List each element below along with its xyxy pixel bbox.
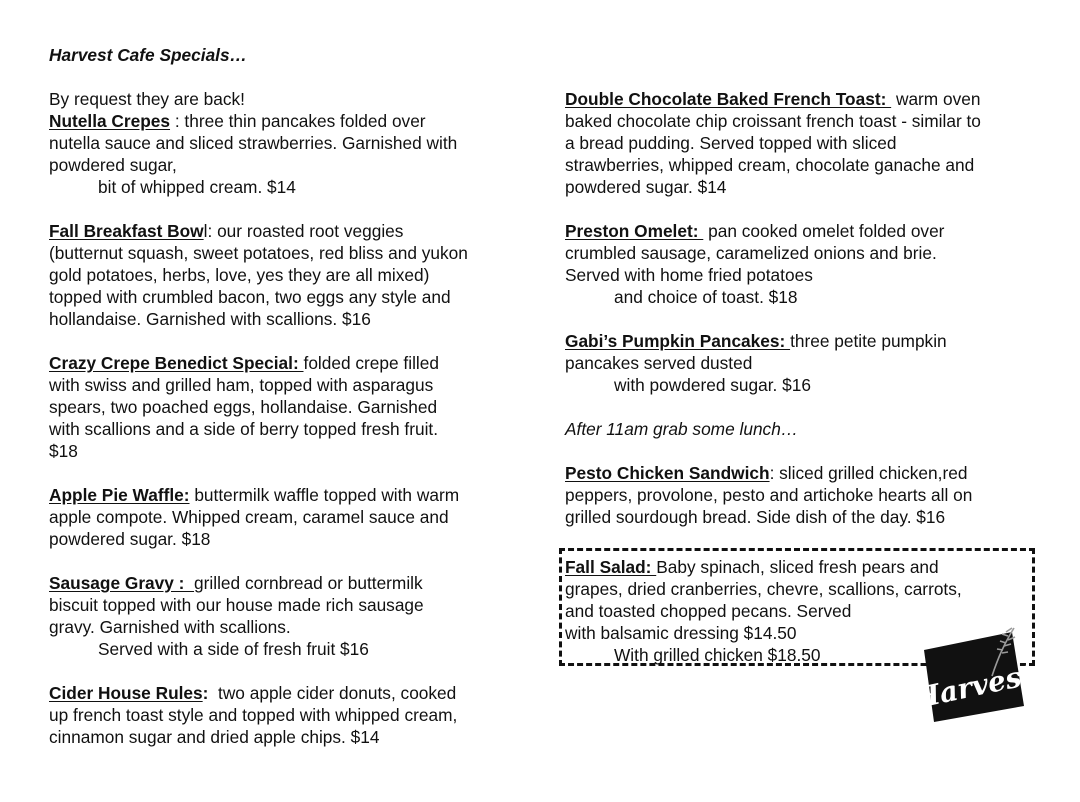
item-desc-line: with scallions and a side of berry topped fresh fruit. bbox=[49, 419, 439, 439]
item-desc: buttermilk waffle topped with warm bbox=[189, 485, 460, 505]
harvest-logo-graphic bbox=[910, 618, 1037, 728]
item-desc-line: (butternut squash, sweet potatoes, red bliss and yukon bbox=[49, 243, 468, 263]
item-name: Fall Breakfast Bow bbox=[49, 221, 204, 241]
item-desc-line: spears, two poached eggs, hollandaise. Garnished bbox=[49, 397, 438, 417]
item-desc: three petite pumpkin bbox=[790, 331, 947, 351]
item-desc-line: a bread pudding. Served topped with sliced bbox=[565, 133, 897, 153]
item-desc: folded crepe filled bbox=[303, 353, 439, 373]
item-desc-line: $18 bbox=[49, 441, 78, 461]
item-desc-line: and choice of toast. $18 bbox=[614, 287, 798, 307]
item-desc: Baby spinach, sliced fresh pears and bbox=[656, 557, 939, 577]
item-desc-line: cinnamon sugar and dried apple chips. $14 bbox=[49, 727, 380, 747]
item-desc: grilled cornbread or buttermilk bbox=[194, 573, 423, 593]
item-name: Crazy Crepe Benedict Special: bbox=[49, 353, 304, 373]
item-desc-line: with powdered sugar. $16 bbox=[614, 375, 811, 395]
item-desc-line: With grilled chicken $18.50 bbox=[614, 645, 821, 665]
item-desc-line: grapes, dried cranberries, chevre, scallions, carrots, bbox=[565, 579, 962, 599]
item-desc-line: powdered sugar. $14 bbox=[565, 177, 727, 197]
item-desc-line: with balsamic dressing $14.50 bbox=[565, 623, 797, 643]
item-desc-line: crumbled sausage, caramelized onions and brie. bbox=[565, 243, 937, 263]
item-desc-line: gold potatoes, herbs, love, yes they are all mixed) bbox=[49, 265, 430, 285]
menu-item-cider bbox=[49, 682, 456, 704]
item-desc-line: peppers, provolone, pesto and artichoke hearts all on bbox=[565, 485, 973, 505]
item-name: Sausage Gravy : bbox=[49, 573, 195, 593]
menu-item-sausage-gravy bbox=[49, 572, 423, 594]
item-colon: : bbox=[202, 683, 209, 703]
harvest-logo bbox=[910, 618, 1037, 728]
menu-item-pesto bbox=[565, 462, 967, 484]
item-name: Double Chocolate Baked French Toast: bbox=[565, 89, 892, 109]
item-name: Gabi’s Pumpkin Pancakes: bbox=[565, 331, 791, 351]
item-desc-line: strawberries, whipped cream, chocolate ganache and bbox=[565, 155, 975, 175]
page-title: Harvest Cafe Specials… bbox=[49, 45, 247, 65]
item-name: Pesto Chicken Sandwich bbox=[565, 463, 770, 483]
item-desc-line: powdered sugar. $18 bbox=[49, 529, 211, 549]
intro-text: By request they are back! bbox=[49, 89, 245, 109]
item-desc-line: Served with a side of fresh fruit $16 bbox=[98, 639, 369, 659]
menu-item-fall-bowl bbox=[49, 220, 403, 242]
item-desc-line: topped with crumbled bacon, two eggs any style and bbox=[49, 287, 451, 307]
logo-text: Harvest bbox=[910, 657, 1037, 716]
item-desc-line: powdered sugar, bbox=[49, 155, 177, 175]
item-desc-line: biscuit topped with our house made rich sausage bbox=[49, 595, 424, 615]
item-desc-line: apple compote. Whipped cream, caramel sauce and bbox=[49, 507, 449, 527]
menu-item-omelet bbox=[565, 220, 944, 242]
item-desc-line: Served with home fried potatoes bbox=[565, 265, 813, 285]
item-desc-line: with swiss and grilled ham, topped with asparagus bbox=[49, 375, 434, 395]
menu-item-crepe-benedict bbox=[49, 352, 439, 374]
item-desc: pan cooked omelet folded over bbox=[703, 221, 945, 241]
item-name: Preston Omelet: bbox=[565, 221, 704, 241]
item-desc-line: pancakes served dusted bbox=[565, 353, 753, 373]
menu-item-apple-waffle bbox=[49, 484, 459, 506]
item-name: Cider House Rules bbox=[49, 683, 203, 703]
item-name: Apple Pie Waffle: bbox=[49, 485, 190, 505]
item-desc: two apple cider donuts, cooked bbox=[208, 683, 457, 703]
item-desc-line: baked chocolate chip croissant french toast - similar to bbox=[565, 111, 981, 131]
item-desc-line: bit of whipped cream. $14 bbox=[98, 177, 296, 197]
menu-item-french-toast bbox=[565, 88, 980, 110]
menu-item-pumpkin bbox=[565, 330, 947, 352]
lunch-intro: After 11am grab some lunch… bbox=[565, 419, 799, 439]
menu-item-nutella bbox=[49, 110, 426, 132]
item-desc-line: grilled sourdough bread. Side dish of the day. $16 bbox=[565, 507, 946, 527]
item-desc: : three thin pancakes folded over bbox=[170, 111, 426, 131]
item-name: Fall Salad: bbox=[565, 557, 657, 577]
item-desc-line: up french toast style and topped with whipped cream, bbox=[49, 705, 458, 725]
item-desc-line: hollandaise. Garnished with scallions. $16 bbox=[49, 309, 371, 329]
item-name: Nutella Crepes bbox=[49, 111, 171, 131]
item-desc: : sliced grilled chicken,red bbox=[769, 463, 968, 483]
item-desc-line: and toasted chopped pecans. Served bbox=[565, 601, 852, 621]
item-desc: l: our roasted root veggies bbox=[203, 221, 404, 241]
item-desc-line: gravy. Garnished with scallions. bbox=[49, 617, 291, 637]
item-desc-line: nutella sauce and sliced strawberries. Garnished with bbox=[49, 133, 458, 153]
item-desc: warm oven bbox=[891, 89, 981, 109]
